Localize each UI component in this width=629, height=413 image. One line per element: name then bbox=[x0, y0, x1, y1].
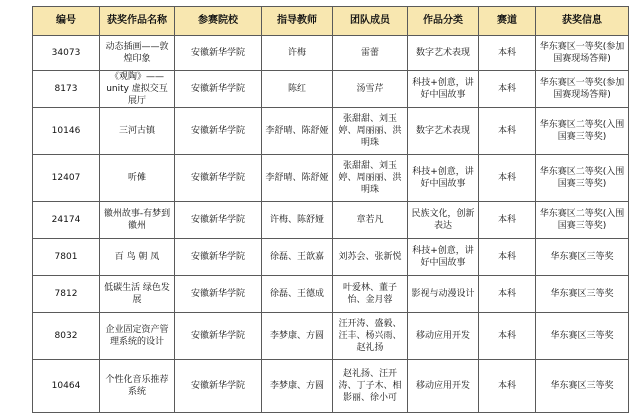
cell-track: 本科 bbox=[479, 239, 536, 276]
cell-award: 华东赛区一等奖(参加国赛现场答辩) bbox=[536, 36, 629, 71]
cell-award: 华东赛区二等奖(入围国赛三等奖) bbox=[536, 202, 629, 239]
cell-work: 听傩 bbox=[100, 155, 175, 202]
cell-school: 安徽新华学院 bbox=[175, 108, 262, 155]
cell-members: 雷蕾 bbox=[333, 36, 408, 71]
cell-teacher: 许梅、陈舒娅 bbox=[262, 202, 333, 239]
table-row bbox=[33, 276, 629, 313]
cell-members: 叶爱林、董子怡、金月蓉 bbox=[333, 276, 408, 313]
cell-award: 华东赛区二等奖(入围国赛三等奖) bbox=[536, 155, 629, 202]
awards-table bbox=[32, 6, 629, 413]
table-row bbox=[33, 360, 629, 413]
cell-award: 华东赛区一等奖(参加国赛现场答辩) bbox=[536, 71, 629, 108]
cell-members: 章若凡 bbox=[333, 202, 408, 239]
cell-members: 汪开涛、盛毅、汪丰、杨兴雨、赵礼扬 bbox=[333, 313, 408, 360]
cell-teacher: 李梦康、方圆 bbox=[262, 360, 333, 413]
cell-school: 安徽新华学院 bbox=[175, 239, 262, 276]
cell-award: 华东赛区三等奖 bbox=[536, 239, 629, 276]
cell-track: 本科 bbox=[479, 360, 536, 413]
cell-category: 数字艺术表现 bbox=[408, 108, 479, 155]
awards-table-container bbox=[32, 6, 625, 413]
cell-id: 7801 bbox=[33, 239, 100, 276]
cell-track: 本科 bbox=[479, 71, 536, 108]
table-header-row bbox=[33, 7, 629, 36]
cell-school: 安徽新华学院 bbox=[175, 276, 262, 313]
cell-track: 本科 bbox=[479, 202, 536, 239]
header-category: 作品分类 bbox=[408, 7, 479, 36]
cell-category: 科技+创意，讲好中国故事 bbox=[408, 71, 479, 108]
header-teacher: 指导教师 bbox=[262, 7, 333, 36]
cell-track: 本科 bbox=[479, 155, 536, 202]
cell-award: 华东赛区二等奖(入围国赛三等奖) bbox=[536, 108, 629, 155]
cell-id: 24174 bbox=[33, 202, 100, 239]
table-row bbox=[33, 202, 629, 239]
cell-teacher: 李梦康、方圆 bbox=[262, 313, 333, 360]
cell-teacher: 陈红 bbox=[262, 71, 333, 108]
table-row bbox=[33, 239, 629, 276]
cell-teacher: 许梅 bbox=[262, 36, 333, 71]
cell-category: 移动应用开发 bbox=[408, 360, 479, 413]
cell-award: 华东赛区三等奖 bbox=[536, 360, 629, 413]
cell-members: 张甜甜、刘玉婷、周丽丽、洪明珠 bbox=[333, 155, 408, 202]
table-row bbox=[33, 313, 629, 360]
cell-id: 7812 bbox=[33, 276, 100, 313]
cell-work: 徽州故事-有梦到徽州 bbox=[100, 202, 175, 239]
cell-id: 10464 bbox=[33, 360, 100, 413]
cell-work: 个性化音乐推荐系统 bbox=[100, 360, 175, 413]
cell-track: 本科 bbox=[479, 36, 536, 71]
cell-work: 动态插画——敦煌印象 bbox=[100, 36, 175, 71]
cell-members: 张甜甜、刘玉婷、周丽丽、洪明珠 bbox=[333, 108, 408, 155]
cell-category: 影视与动漫设计 bbox=[408, 276, 479, 313]
cell-school: 安徽新华学院 bbox=[175, 313, 262, 360]
cell-category: 移动应用开发 bbox=[408, 313, 479, 360]
cell-school: 安徽新华学院 bbox=[175, 360, 262, 413]
cell-work: 三河古镇 bbox=[100, 108, 175, 155]
cell-category: 科技+创意，讲好中国故事 bbox=[408, 239, 479, 276]
header-award: 获奖信息 bbox=[536, 7, 629, 36]
header-id: 编号 bbox=[33, 7, 100, 36]
cell-work: 低碳生活 绿色发展 bbox=[100, 276, 175, 313]
cell-teacher: 李舒晴、陈舒娅 bbox=[262, 108, 333, 155]
cell-id: 8032 bbox=[33, 313, 100, 360]
cell-members: 刘苏会、张新悦 bbox=[333, 239, 408, 276]
cell-track: 本科 bbox=[479, 108, 536, 155]
cell-track: 本科 bbox=[479, 276, 536, 313]
header-track: 赛道 bbox=[479, 7, 536, 36]
header-work: 获奖作品名称 bbox=[100, 7, 175, 36]
cell-members: 汤雪芹 bbox=[333, 71, 408, 108]
table-row bbox=[33, 71, 629, 108]
cell-id: 10146 bbox=[33, 108, 100, 155]
cell-id: 34073 bbox=[33, 36, 100, 71]
cell-award: 华东赛区三等奖 bbox=[536, 313, 629, 360]
cell-teacher: 徐磊、王歆嘉 bbox=[262, 239, 333, 276]
cell-members: 赵礼扬、汪开涛、丁子木、相影丽、徐小可 bbox=[333, 360, 408, 413]
cell-school: 安徽新华学院 bbox=[175, 155, 262, 202]
cell-category: 科技+创意，讲好中国故事 bbox=[408, 155, 479, 202]
header-school: 参赛院校 bbox=[175, 7, 262, 36]
cell-id: 12407 bbox=[33, 155, 100, 202]
cell-school: 安徽新华学院 bbox=[175, 71, 262, 108]
header-members: 团队成员 bbox=[333, 7, 408, 36]
cell-award: 华东赛区三等奖 bbox=[536, 276, 629, 313]
cell-category: 民族文化，创新表达 bbox=[408, 202, 479, 239]
cell-work: 《观陶》——unity 虚拟交互展厅 bbox=[100, 71, 175, 108]
cell-work: 百 鸟 朝 凤 bbox=[100, 239, 175, 276]
cell-teacher: 徐磊、王德成 bbox=[262, 276, 333, 313]
cell-track: 本科 bbox=[479, 313, 536, 360]
table-row bbox=[33, 108, 629, 155]
cell-teacher: 李舒晴、陈舒娅 bbox=[262, 155, 333, 202]
cell-school: 安徽新华学院 bbox=[175, 36, 262, 71]
table-row bbox=[33, 155, 629, 202]
cell-id: 8173 bbox=[33, 71, 100, 108]
cell-work: 企业固定资产管理系统的设计 bbox=[100, 313, 175, 360]
cell-category: 数字艺术表现 bbox=[408, 36, 479, 71]
cell-school: 安徽新华学院 bbox=[175, 202, 262, 239]
table-row bbox=[33, 36, 629, 71]
